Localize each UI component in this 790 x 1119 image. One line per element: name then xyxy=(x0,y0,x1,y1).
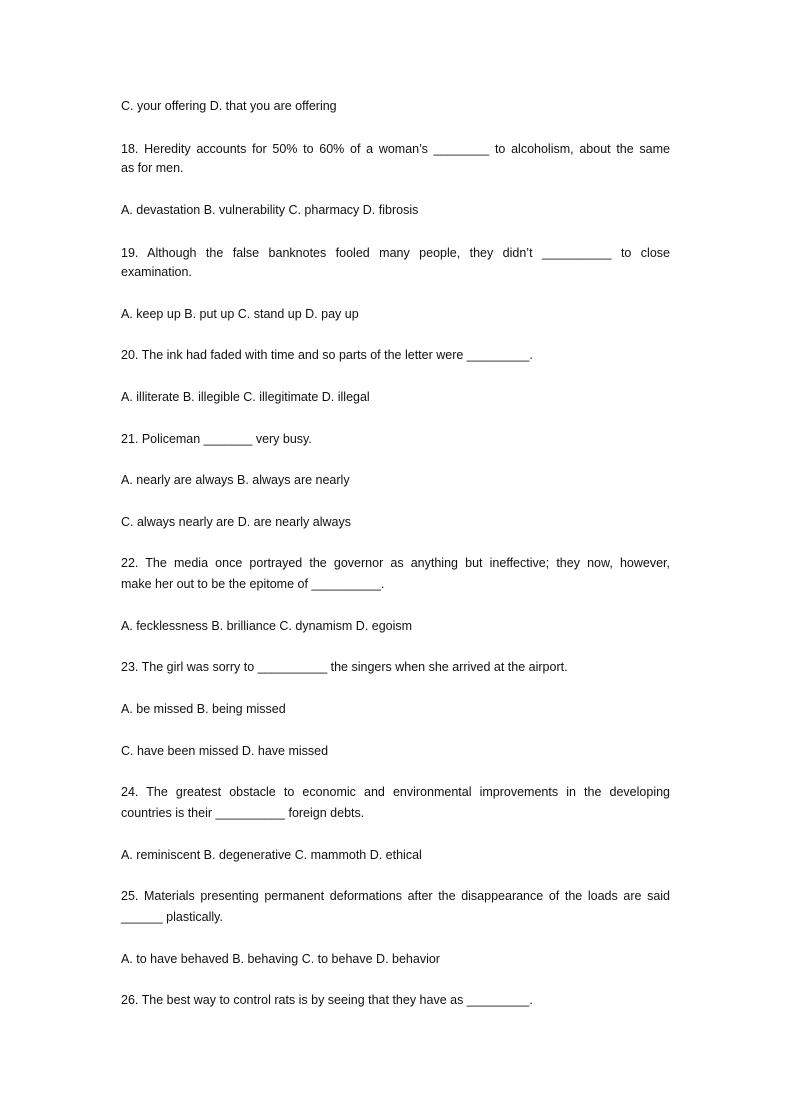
question-23: 23. The girl was sorry to __________ the singers when she arrived at the airport. xyxy=(121,660,568,674)
option-line-22: A. fecklessness B. brilliance C. dynamism D. egoism xyxy=(121,619,413,633)
question-20: 20. The ink had faded with time and so parts of the letter were _________. xyxy=(121,348,533,362)
question-19-line-1: 19. Although the false banknotes fooled many people, they didn’t __________ to close xyxy=(121,246,670,260)
question-25-line-1: 25. Materials presenting permanent deformations after the disappearance of the loads are said xyxy=(121,889,670,903)
option-line-17: C. your offering D. that you are offering xyxy=(121,99,337,113)
question-26: 26. The best way to control rats is by seeing that they have as _________. xyxy=(121,993,533,1007)
question-25-line-2: ______ plastically. xyxy=(121,910,223,924)
question-24-line-1: 24. The greatest obstacle to economic and environmental improvements in the developing xyxy=(121,785,670,799)
question-18-line-2: as for men. xyxy=(121,161,184,175)
option-line-23b: C. have been missed D. have missed xyxy=(121,744,329,758)
option-line-24: A. reminiscent B. degenerative C. mammoth D. ethical xyxy=(121,848,422,862)
question-22-line-1: 22. The media once portrayed the governor as anything but ineffective; they now, however, xyxy=(121,556,670,570)
option-line-21a: A. nearly are always B. always are nearly xyxy=(121,473,350,487)
option-line-18: A. devastation B. vulnerability C. pharmacy D. fibrosis xyxy=(121,203,419,217)
question-22-line-2: make her out to be the epitome of __________. xyxy=(121,577,385,591)
option-line-19: A. keep up B. put up C. stand up D. pay up xyxy=(121,307,359,321)
option-line-23a: A. be missed B. being missed xyxy=(121,702,286,716)
option-line-25: A. to have behaved B. behaving C. to behave D. behavior xyxy=(121,952,440,966)
question-21: 21. Policeman _______ very busy. xyxy=(121,432,312,446)
question-24-line-2: countries is their __________ foreign debts. xyxy=(121,806,365,820)
question-19-line-2: examination. xyxy=(121,265,192,279)
option-line-20: A. illiterate B. illegible C. illegitimate D. illegal xyxy=(121,390,370,404)
question-18-line-1: 18. Heredity accounts for 50% to 60% of a woman’s ________ to alcoholism, about the same xyxy=(121,142,670,156)
option-line-21b: C. always nearly are D. are nearly always xyxy=(121,515,351,529)
